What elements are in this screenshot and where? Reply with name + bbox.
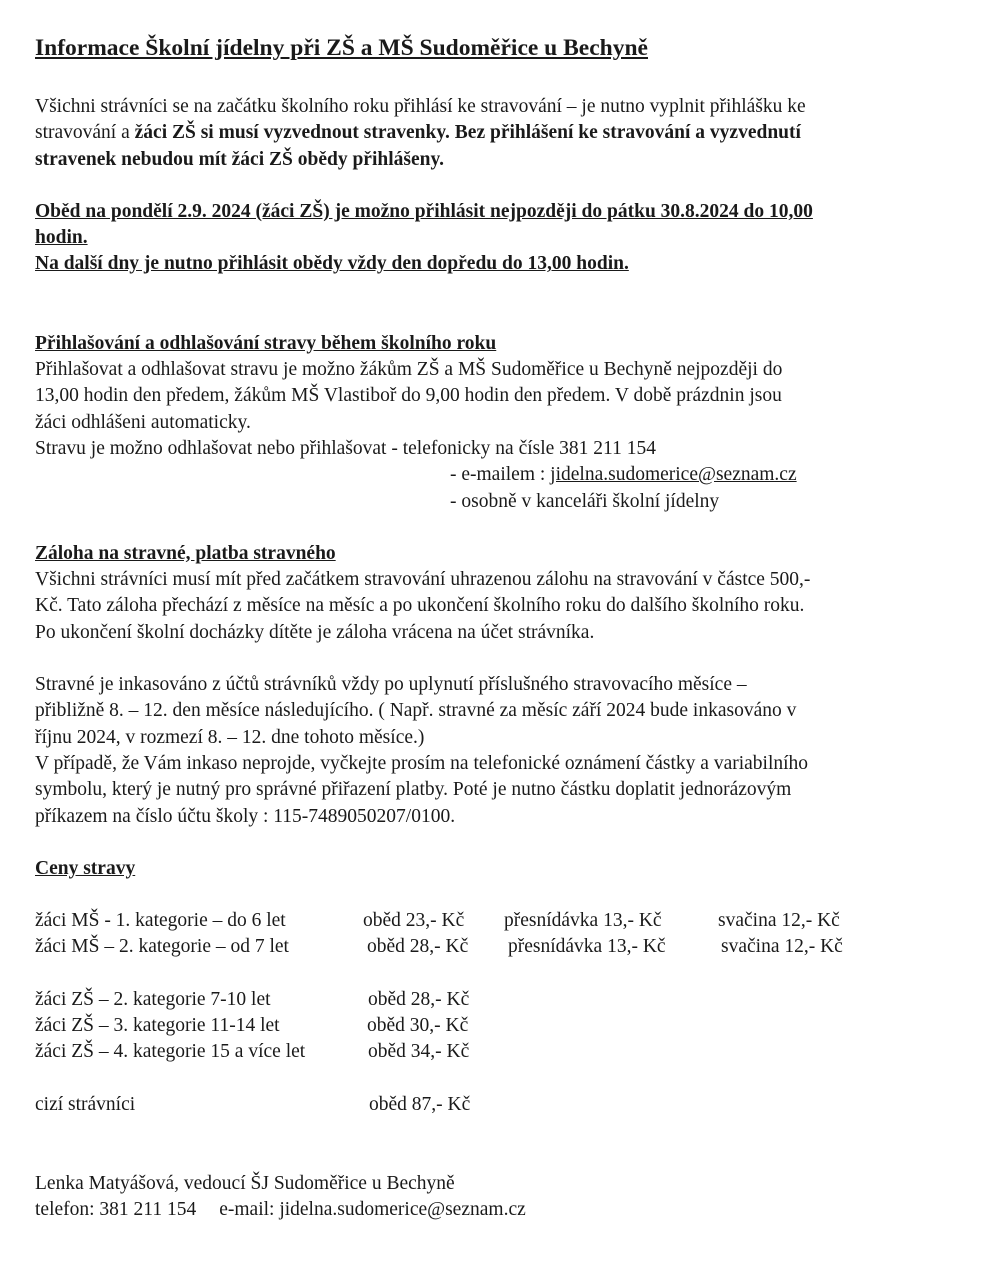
section-heading: Přihlašování a odhlašování stravy během školního roku bbox=[35, 332, 497, 354]
page-title: Informace Školní jídelny při ZŠ a MŠ Sudoměřice u Bechyně bbox=[35, 35, 648, 61]
intro-paragraph bbox=[35, 94, 960, 173]
price-row bbox=[35, 987, 960, 1013]
price-category: žáci ZŠ – 2. kategorie 7-10 let bbox=[35, 988, 271, 1010]
signature-contact bbox=[35, 1197, 960, 1223]
notice-line: Na další dny je nutno přihlásit obědy vždy den dopředu do 13,00 hodin. bbox=[35, 253, 629, 275]
price-category: žáci MŠ – 2. kategorie – od 7 let bbox=[35, 936, 289, 958]
price-category: žáci MŠ - 1. kategorie – do 6 let bbox=[35, 910, 286, 932]
price-category: žáci ZŠ – 4. kategorie 15 a více let bbox=[35, 1041, 306, 1063]
price-lunch: oběd 28,- Kč bbox=[368, 988, 470, 1010]
deposit-line: Po ukončení školní docházky dítěte je záloha vrácena na účet strávníka. bbox=[35, 621, 595, 643]
intro-line: stravenek nebudou mít žáci ZŠ obědy přihlášeny. bbox=[35, 148, 445, 170]
price-lunch: oběd 87,- Kč bbox=[369, 1093, 471, 1115]
intro-line: Všichni strávníci se na začátku školního roku přihlásí ke stravování – je nutno vyplnit přihlášku ke bbox=[35, 96, 806, 117]
registration-section bbox=[35, 331, 960, 515]
registration-line: 13,00 hodin den předem, žákům MŠ Vlastiboř do 9,00 hodin den předem. V době prázdnin jsou bbox=[35, 385, 782, 407]
signature-name: Lenka Matyášová, vedoucí ŠJ Sudoměřice u Bechyně bbox=[35, 1172, 455, 1194]
price-category: žáci ZŠ – 3. kategorie 11-14 let bbox=[35, 1015, 280, 1037]
price-row bbox=[35, 1092, 960, 1118]
billing-line: V případě, že Vám inkaso neprojde, vyčkejte prosím na telefonické oznámení částky a variabilního bbox=[35, 752, 809, 774]
intro-text: stravování a bbox=[35, 122, 135, 144]
email-link[interactable]: jidelna.sudomerice@seznam.cz bbox=[550, 464, 797, 486]
notice-line: Oběd na pondělí 2.9. 2024 (žáci ZŠ) je možno přihlásit nejpozději do pátku 30.8.2024 do 10,00 bbox=[35, 200, 813, 222]
price-snack: přesnídávka 13,- Kč bbox=[504, 910, 662, 932]
price-snack: přesnídávka 13,- Kč bbox=[508, 936, 666, 958]
price-row bbox=[35, 1039, 960, 1065]
price-lunch: oběd 28,- Kč bbox=[367, 936, 469, 958]
document bbox=[35, 33, 960, 1224]
intro-line bbox=[35, 120, 960, 146]
price-row bbox=[35, 908, 960, 934]
contact-line: Stravu je možno odhlašovat nebo přihlašovat - telefonicky na čísle 381 211 154 bbox=[35, 437, 656, 459]
notice-line: hodin. bbox=[35, 227, 88, 249]
price-lunch: oběd 34,- Kč bbox=[368, 1041, 470, 1063]
price-row bbox=[35, 1013, 960, 1039]
signature-email: e-mail: jidelna.sudomerice@seznam.cz bbox=[219, 1199, 526, 1221]
signature-phone: telefon: 381 211 154 bbox=[35, 1199, 197, 1221]
price-snack: svačina 12,- Kč bbox=[721, 936, 843, 958]
price-snack: svačina 12,- Kč bbox=[718, 910, 840, 932]
section-heading: Ceny stravy bbox=[35, 857, 136, 879]
deposit-line: Všichni strávníci musí mít před začátkem stravování uhrazenou zálohu na stravování v částce 500,- bbox=[35, 569, 811, 591]
price-lunch: oběd 30,- Kč bbox=[367, 1015, 469, 1037]
billing-section bbox=[35, 672, 960, 830]
price-lunch: oběd 23,- Kč bbox=[363, 910, 465, 932]
contact-in-person-line: - osobně v kanceláři školní jídelny bbox=[450, 490, 720, 512]
billing-line: příkazem na číslo účtu školy : 115-7489050207/0100. bbox=[35, 805, 456, 827]
price-category: cizí strávníci bbox=[35, 1093, 136, 1115]
registration-line: Přihlašovat a odhlašovat stravu je možno žákům ZŠ a MŠ Sudoměřice u Bechyně nejpozději do bbox=[35, 359, 783, 381]
deposit-section bbox=[35, 541, 960, 646]
notice-block bbox=[35, 199, 960, 278]
intro-bold-text: žáci ZŠ si musí vyzvednout stravenky. Bez přihlášení ke stravování a vyzvednutí bbox=[134, 122, 801, 144]
section-heading: Záloha na stravné, platba stravného bbox=[35, 542, 336, 564]
registration-line: žáci odhlášeni automaticky. bbox=[35, 411, 251, 433]
price-row bbox=[35, 934, 960, 960]
deposit-line: Kč. Tato záloha přechází z měsíce na měsíc a po ukončení školního roku do dalšího školního roku. bbox=[35, 595, 805, 617]
contact-email-prefix: - e-mailem : bbox=[450, 464, 551, 486]
billing-line: Stravné je inkasováno z účtů strávníků vždy po uplynutí příslušného stravovacího měsíce – bbox=[35, 674, 747, 696]
contact-email-line bbox=[35, 462, 960, 488]
signature-block bbox=[35, 1171, 960, 1224]
billing-line: symbolu, který je nutný pro správné přiřazení platby. Poté je nutno částku doplatit jednorázovým bbox=[35, 779, 792, 801]
billing-line: říjnu 2024, v rozmezí 8. – 12. dne tohoto měsíce.) bbox=[35, 726, 425, 748]
billing-line: přibližně 8. – 12. den měsíce následujícího. ( Např. stravné za měsíc září 2024 bude inkasováno v bbox=[35, 700, 797, 722]
prices-section bbox=[35, 856, 960, 1118]
